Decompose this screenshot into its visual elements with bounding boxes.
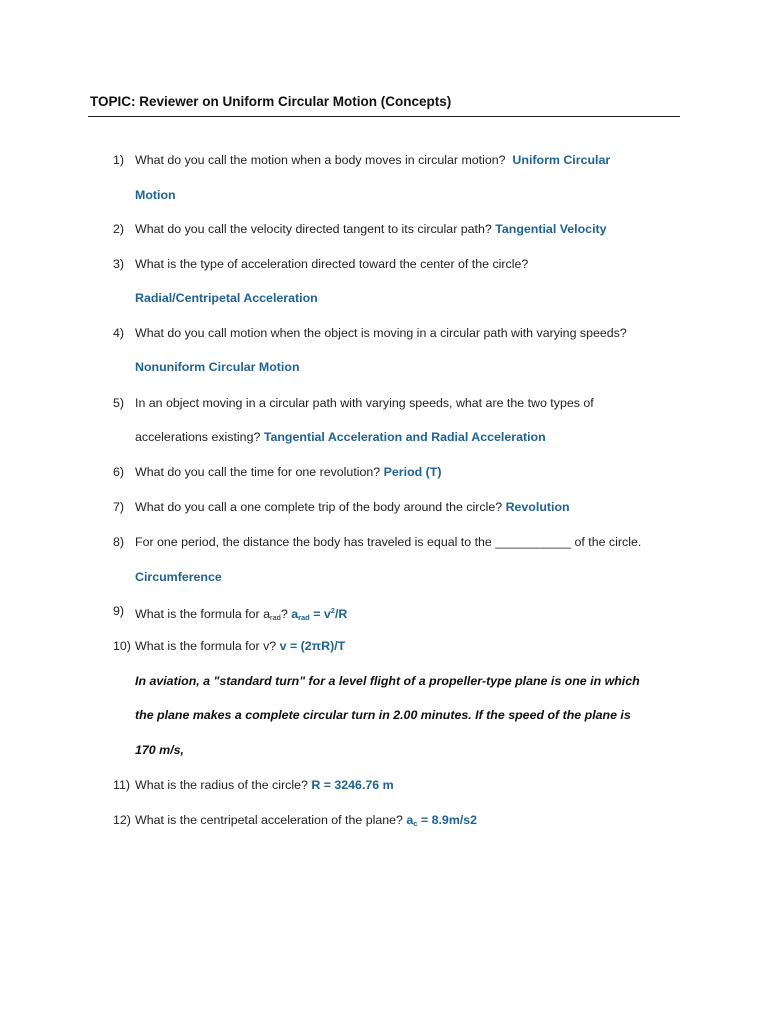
item-12-question: What is the centripetal acceleration of the plane?	[135, 813, 403, 827]
item-1-question-line	[135, 152, 610, 168]
item-5-number: 5)	[113, 396, 125, 410]
item-7-number: 7)	[113, 500, 125, 514]
item-1-question: What do you call the motion when a body moves in circular motion?	[135, 153, 506, 167]
item-6-answer: Period (T)	[383, 465, 442, 479]
item-5-question: In an object moving in a circular path with varying speeds, what are the two types of	[135, 396, 594, 410]
problem-line-1: In aviation, a "standard turn" for a level flight of a propeller-type plane is one in which	[135, 674, 640, 688]
item-6-number: 6)	[113, 465, 125, 479]
item-6-question-line	[135, 464, 441, 480]
item-9-question-line	[135, 603, 347, 626]
problem-line-2: the plane makes a complete circular turn in 2.00 minutes. If the speed of the plane is	[135, 708, 631, 722]
item-7-answer: Revolution	[505, 500, 570, 514]
item-9-question: What is the formula for $a_{rad}$?	[135, 607, 288, 622]
item-3-question: What is the type of acceleration directed toward the center of the circle?	[135, 257, 529, 271]
item-9-number: 9)	[113, 604, 125, 618]
item-8-question: For one period, the distance the body has traveled is equal to the ___________ of the circle.	[135, 535, 642, 549]
item-5-answer: Tangential Acceleration and Radial Acceleration	[263, 430, 546, 444]
item-12-question-line	[135, 812, 477, 832]
item-8-number: 8)	[113, 535, 125, 549]
item-12-number: 12)	[113, 813, 131, 827]
item-4-number: 4)	[113, 326, 125, 340]
item-2-question: What do you call the velocity directed tangent to its circular path?	[135, 222, 492, 236]
item-2-question-line	[135, 221, 607, 237]
item-2-number: 2)	[113, 222, 125, 236]
item-10-answer: v = (2πR)/T	[279, 639, 346, 653]
title-underline	[88, 116, 680, 117]
item-3-answer: Radial/Centripetal Acceleration	[135, 291, 318, 305]
item-8-answer: Circumference	[135, 570, 222, 584]
item-1-answer-continued: Motion	[135, 188, 176, 202]
item-1-number: 1)	[113, 153, 125, 167]
item-12-answer: $a_c = 8.9m/s2$	[406, 813, 478, 828]
item-7-question: What do you call a one complete trip of the body around the circle?	[135, 500, 503, 514]
item-7-question-line	[135, 499, 570, 515]
item-11-question-line	[135, 777, 394, 793]
item-11-answer: R = 3246.76 m	[311, 778, 394, 792]
item-1-answer: Uniform Circular	[512, 153, 611, 167]
page-title: TOPIC: Reviewer on Uniform Circular Motion (Concepts)	[90, 94, 452, 109]
item-4-question: What do you call motion when the object is moving in a circular path with varying speeds?	[135, 326, 627, 340]
item-10-question: What is the formula for v?	[135, 639, 277, 653]
item-4-answer: Nonuniform Circular Motion	[135, 360, 300, 374]
item-3-number: 3)	[113, 257, 125, 271]
item-2-answer: Tangential Velocity	[495, 222, 607, 236]
item-5-question-line-2	[135, 429, 546, 445]
item-5-question-continued: accelerations existing?	[135, 430, 261, 444]
item-11-number: 11)	[113, 778, 130, 792]
item-6-question: What do you call the time for one revolution?	[135, 465, 381, 479]
item-10-question-line	[135, 638, 345, 654]
item-10-number: 10)	[113, 639, 131, 653]
item-11-question: What is the radius of the circle?	[135, 778, 308, 792]
item-9-answer: $a_{rad} = v^2/R$	[291, 606, 348, 622]
problem-line-3: 170 m/s,	[135, 743, 184, 757]
